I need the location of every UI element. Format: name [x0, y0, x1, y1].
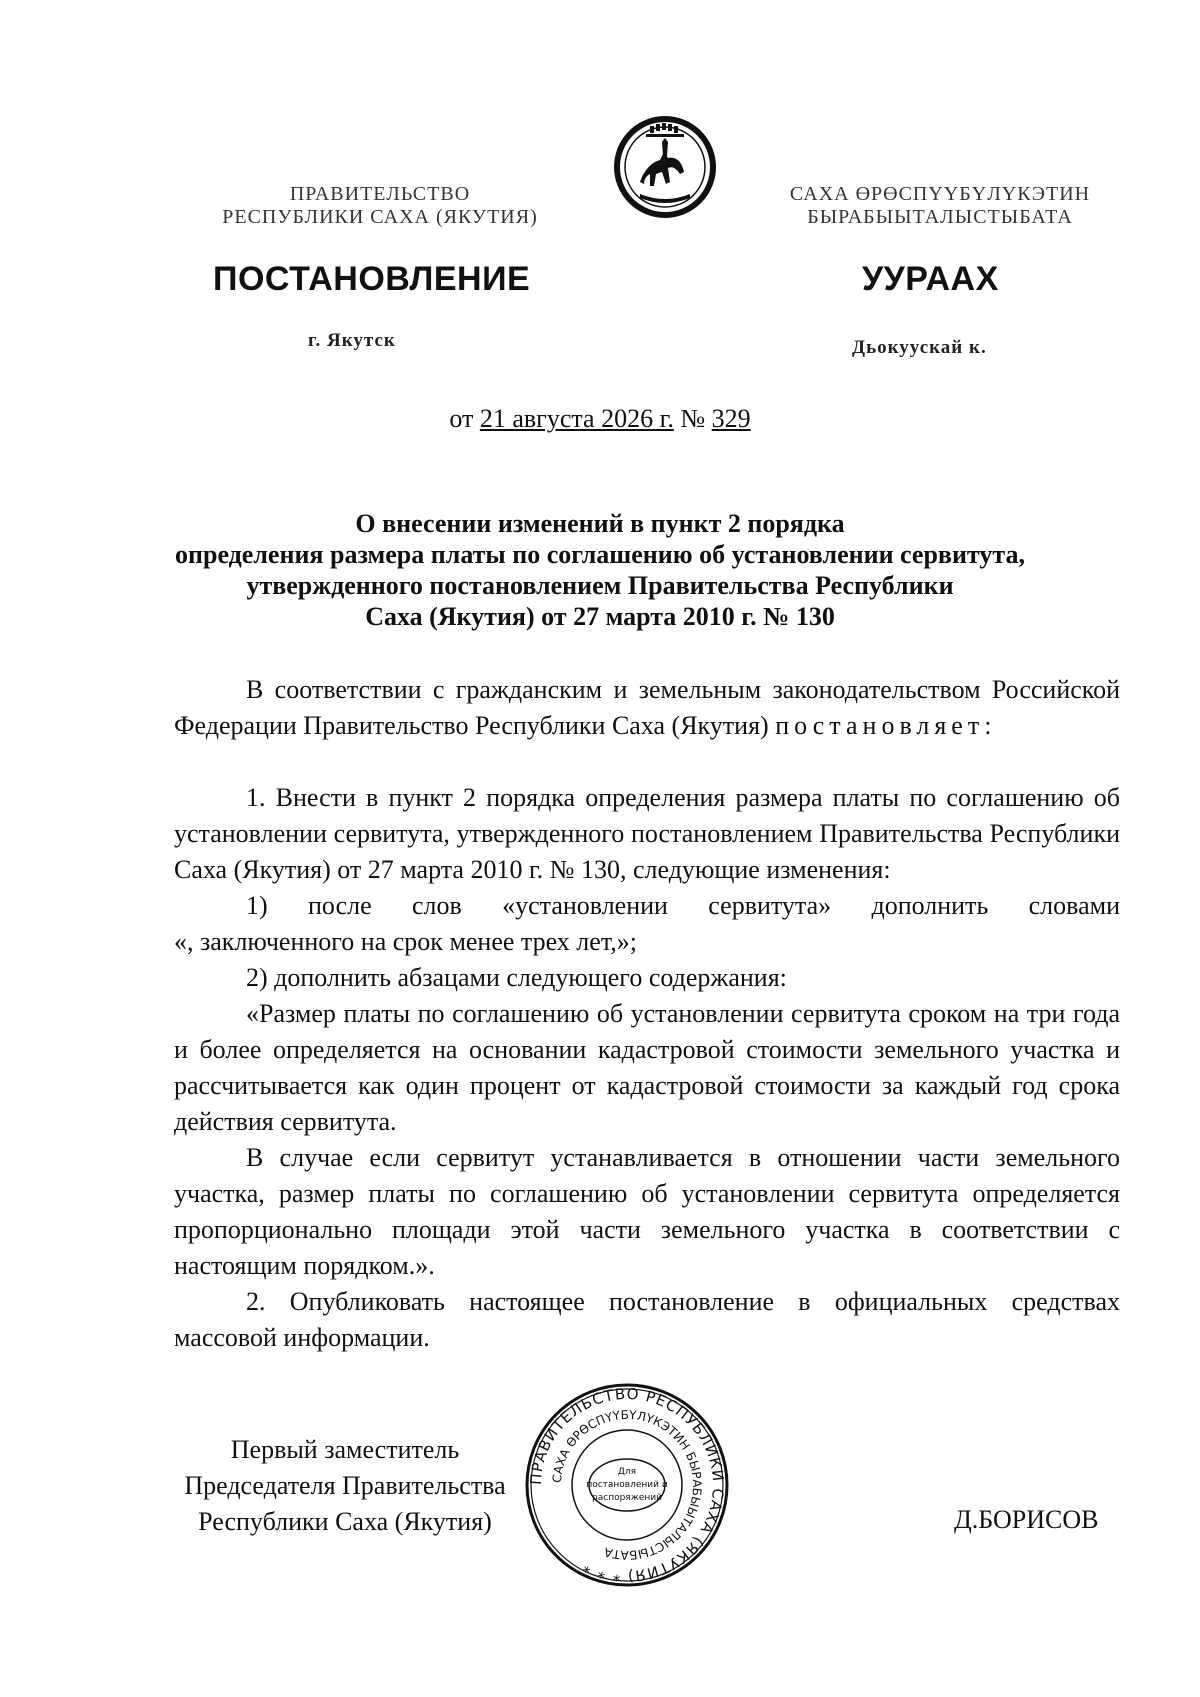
- decree-number: 329: [711, 404, 751, 433]
- seal-inner-text: САХА ӨРӨСПҮҮБҮЛҮКЭТИН БЫРАБЫЫТАЛЫСТЫБАТА: [549, 1407, 705, 1563]
- signatory-position: [160, 1432, 530, 1540]
- signatory-position-line-2: Председателя Правительства: [184, 1471, 506, 1500]
- seal-center-line-3: распоряжений: [592, 1493, 662, 1503]
- intro-text: В соответствии с гражданским и земельным законодательством Российской Федерации Правительство Республики Саха (Якутия): [174, 675, 1120, 740]
- paragraph-item-1-1: 1) после слов «установлении сервитута» дополнить словами: [246, 891, 1120, 920]
- document-title-line-2: определения размера платы по соглашению об установлении сервитута,: [175, 540, 1025, 569]
- header-left-line-1: ПРАВИТЕЛЬСТВО: [289, 183, 471, 205]
- paragraph-intro: [174, 672, 1120, 744]
- paragraph-item-2: 2. Опубликовать настоящее постановление в официальных средствах массовой информации.: [174, 1287, 1120, 1352]
- header-left-line-2: РЕСПУБЛИКИ САХА (ЯКУТИЯ): [222, 206, 538, 228]
- paragraph-item-1-1-continuation: «, заключенного на срок менее трех лет,»;: [174, 927, 637, 956]
- doc-type-title-ru: ПОСТАНОВЛЕНИЕ: [213, 260, 531, 298]
- signatory-name: Д.БОРИСОВ: [954, 1505, 1099, 1534]
- coat-of-arms-emblem: [610, 112, 720, 222]
- header-right-line-1: САХА ӨРӨСПҮҮБҮЛҮКЭТИН: [789, 183, 1091, 205]
- signatory-position-line-1: Первый заместитель: [230, 1435, 460, 1464]
- signatory-position-line-3: Республики Саха (Якутия): [198, 1507, 492, 1536]
- official-seal-stamp: [522, 1380, 732, 1590]
- seal-center-line-1: Для: [617, 1467, 637, 1477]
- city-sah: Дьокуускай к.: [852, 337, 987, 358]
- paragraph-quote-2: В случае если сервитут устанавливается в отношении части земельного участка, размер платы по соглашению об установлении сервитута определяется пропорционально площади этой части земельного участка в соответствии с настоящим порядком.».: [174, 1143, 1120, 1280]
- decree-word: постановляет:: [775, 711, 997, 740]
- number-sign: №: [673, 404, 712, 433]
- paragraph-item-1-2: 2) дополнить абзацами следующего содержания:: [246, 963, 787, 992]
- paragraph-item-1: 1. Внести в пункт 2 порядка определения размера платы по соглашению об установлении сервитута, утвержденного постановлением Правительства Республики Саха (Якутия) от 27 марта 2010 г. № 130, следующие изменения:: [174, 783, 1120, 884]
- header-left: [190, 183, 570, 229]
- seal-center-line-2: постановлений и: [586, 1480, 668, 1490]
- document-title-line-4: Саха (Якутия) от 27 марта 2010 г. № 130: [365, 602, 835, 631]
- doc-type-title-sah: УУРААХ: [862, 260, 999, 298]
- header-right: [750, 183, 1130, 229]
- document-title: [150, 508, 1050, 632]
- city-ru: г. Якутск: [308, 330, 396, 351]
- paragraph-quote-1: «Размер платы по соглашению об установлении сервитута сроком на три года и более определяется на основании кадастровой стоимости земельного участка и рассчитывается как один процент от кадастровой стоимости за каждый год срока действия сервитута.: [174, 999, 1120, 1136]
- decree-date: 21 августа 2026 г.: [479, 404, 674, 433]
- header-right-line-2: БЫРАБЫЫТАЛЫСТЫБАТА: [807, 206, 1073, 228]
- seal-outer-text: ПРАВИТЕЛЬСТВО РЕСПУБЛИКИ САХА (ЯКУТИЯ) * * *: [526, 1384, 728, 1586]
- date-prefix: от: [449, 404, 480, 433]
- date-number-line: [0, 404, 1200, 434]
- document-title-line-1: О внесении изменений в пункт 2 порядка: [355, 509, 845, 538]
- document-title-line-3: утвержденного постановлением Правительства Республики: [246, 571, 954, 600]
